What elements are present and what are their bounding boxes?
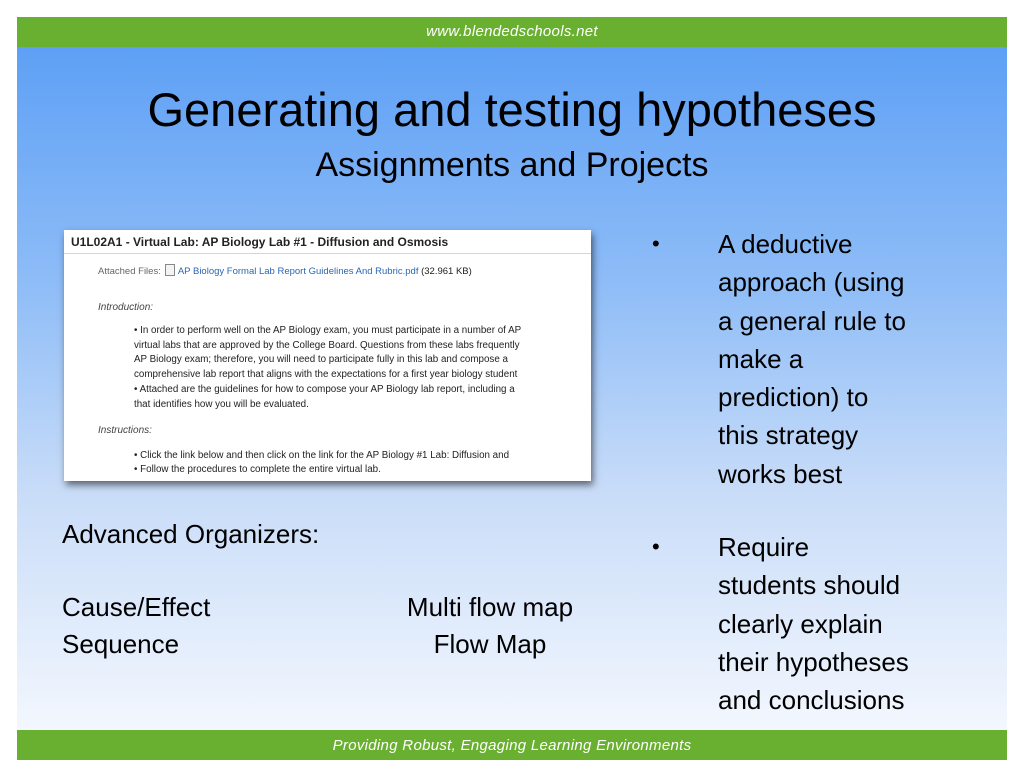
- introduction-line: virtual labs that are approved by the College Board. Questions from these labs frequently: [134, 339, 520, 351]
- bullet-line: a general rule to: [718, 305, 906, 336]
- instruction-line: • Follow the procedures to complete the entire virtual lab.: [134, 464, 381, 475]
- attached-file-link[interactable]: AP Biology Formal Lab Report Guidelines And Rubric.pdf: [177, 266, 419, 277]
- instructions-text: [134, 449, 509, 477]
- organizer-item: Cause/Effect: [62, 592, 211, 622]
- attached-files-label: Attached Files:: [98, 266, 161, 277]
- slide-title: Generating and testing hypotheses: [147, 83, 877, 136]
- instructions-label: Instructions:: [98, 425, 152, 436]
- bullet-line: make a: [718, 343, 804, 374]
- bullet-line: clearly explain: [718, 608, 883, 639]
- bullet-line: approach (using: [718, 267, 905, 298]
- organizers-label: Advanced Organizers:: [62, 519, 320, 549]
- introduction-label: Introduction:: [98, 302, 154, 313]
- bullet-line: students should: [718, 570, 901, 601]
- attached-files-row: [98, 264, 472, 277]
- introduction-line: that identifies how you will be evaluated.: [134, 398, 309, 410]
- bullet-line: and conclusions: [718, 685, 905, 716]
- bullet-item: [650, 528, 980, 719]
- organizer-item: Flow Map: [433, 629, 547, 659]
- introduction-line: AP Biology exam; therefore, you will need to participate fully in this lab and compose a: [134, 354, 508, 366]
- introduction-line: • In order to perform well on the AP Biology exam, you must participate in a number of AP: [134, 325, 522, 336]
- footer-tagline: Providing Robust, Engaging Learning Environments: [332, 737, 692, 754]
- assignment-title: U1L02A1 - Virtual Lab: AP Biology Lab #1 - Diffusion and Osmosis: [71, 235, 449, 249]
- organizers-left-column: [62, 589, 210, 663]
- organizer-item: Multi flow map: [406, 592, 574, 622]
- slide-subtitle: Assignments and Projects: [315, 146, 709, 184]
- assignment-screenshot: [64, 230, 591, 481]
- bullet-marker: •: [652, 231, 660, 256]
- footer-bar: [17, 730, 1007, 760]
- introduction-line: • Attached are the guidelines for how to compose your AP Biology lab report, including a: [134, 383, 515, 395]
- bullet-line: A deductive: [718, 229, 853, 259]
- attached-file-size: (32.961 KB): [421, 266, 472, 277]
- bullet-line: works best: [718, 458, 843, 489]
- header-url: www.blendedschools.net: [426, 23, 598, 40]
- bullet-line: prediction) to: [718, 382, 869, 413]
- header-bar: [17, 17, 1007, 47]
- bullet-marker: •: [652, 534, 660, 560]
- instruction-line: • Click the link below and then click on the link for the AP Biology #1 Lab: Diffusion and: [134, 450, 510, 461]
- introduction-text: [134, 324, 591, 412]
- bullet-line: Require: [718, 532, 810, 563]
- organizers-right-column: [370, 589, 610, 663]
- bullet-item: [650, 225, 980, 493]
- bullet-list: [650, 225, 980, 755]
- file-icon: [165, 264, 175, 276]
- bullet-line: this strategy: [718, 420, 859, 451]
- bullet-line: their hypotheses: [718, 646, 909, 677]
- organizer-item: Sequence: [62, 629, 180, 659]
- introduction-line: comprehensive lab report that aligns with the expectations for a first year biology student: [134, 369, 518, 381]
- divider: [64, 253, 591, 254]
